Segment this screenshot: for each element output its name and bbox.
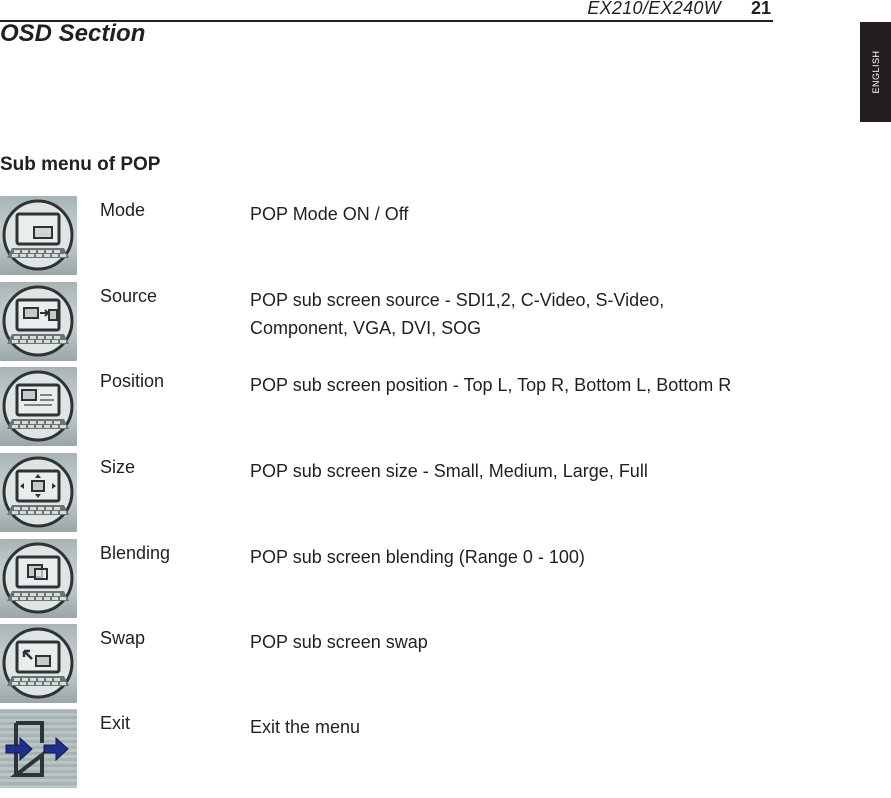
description-line: POP sub screen position - Top L, Top R, Bottom L, Bottom R xyxy=(250,375,732,395)
pop-position-icon xyxy=(0,367,77,446)
pop-swap-icon xyxy=(0,624,77,703)
description-line: POP sub screen size - Small, Medium, Large, Full xyxy=(250,461,648,481)
description-line: Exit the menu xyxy=(250,717,361,737)
menu-row-exit xyxy=(0,713,860,798)
page-header xyxy=(0,0,773,22)
model-name: EX210/EX240W xyxy=(587,0,721,18)
language-tab-label: ENGLISH xyxy=(870,50,881,94)
language-tab xyxy=(860,22,891,122)
description-line: Component, VGA, DVI, SOG xyxy=(250,318,482,338)
menu-row-swap xyxy=(0,628,860,713)
menu-row-size xyxy=(0,457,860,542)
menu-description xyxy=(250,286,810,342)
pop-size-icon xyxy=(0,453,77,532)
pop-mode-icon xyxy=(0,196,77,275)
menu-description xyxy=(250,543,810,571)
page-number: 21 xyxy=(750,0,771,18)
description-line: POP sub screen blending (Range 0 - 100) xyxy=(250,547,585,567)
section-title: OSD Section xyxy=(0,20,146,47)
menu-row-source xyxy=(0,286,860,371)
menu-label: Exit xyxy=(100,713,131,733)
menu-label: Swap xyxy=(100,628,146,648)
pop-blending-icon xyxy=(0,539,77,618)
exit-icon xyxy=(0,709,77,788)
menu-row-mode xyxy=(0,200,860,285)
description-line: POP Mode ON / Off xyxy=(250,204,409,224)
pop-source-icon xyxy=(0,282,77,361)
submenu-title: Sub menu of POP xyxy=(0,154,161,175)
menu-label: Size xyxy=(100,457,136,477)
menu-row-position xyxy=(0,371,860,456)
menu-label: Source xyxy=(100,286,158,306)
menu-label: Blending xyxy=(100,543,171,563)
menu-label: Mode xyxy=(100,200,146,220)
menu-description xyxy=(250,371,810,399)
menu-description xyxy=(250,713,810,741)
description-line: POP sub screen swap xyxy=(250,632,428,652)
menu-description xyxy=(250,200,810,228)
menu-description xyxy=(250,628,810,656)
description-line: POP sub screen source - SDI1,2, C-Video, S-Video, xyxy=(250,290,665,310)
menu-description xyxy=(250,457,810,485)
menu-row-blending xyxy=(0,543,860,628)
menu-label: Position xyxy=(100,371,165,391)
